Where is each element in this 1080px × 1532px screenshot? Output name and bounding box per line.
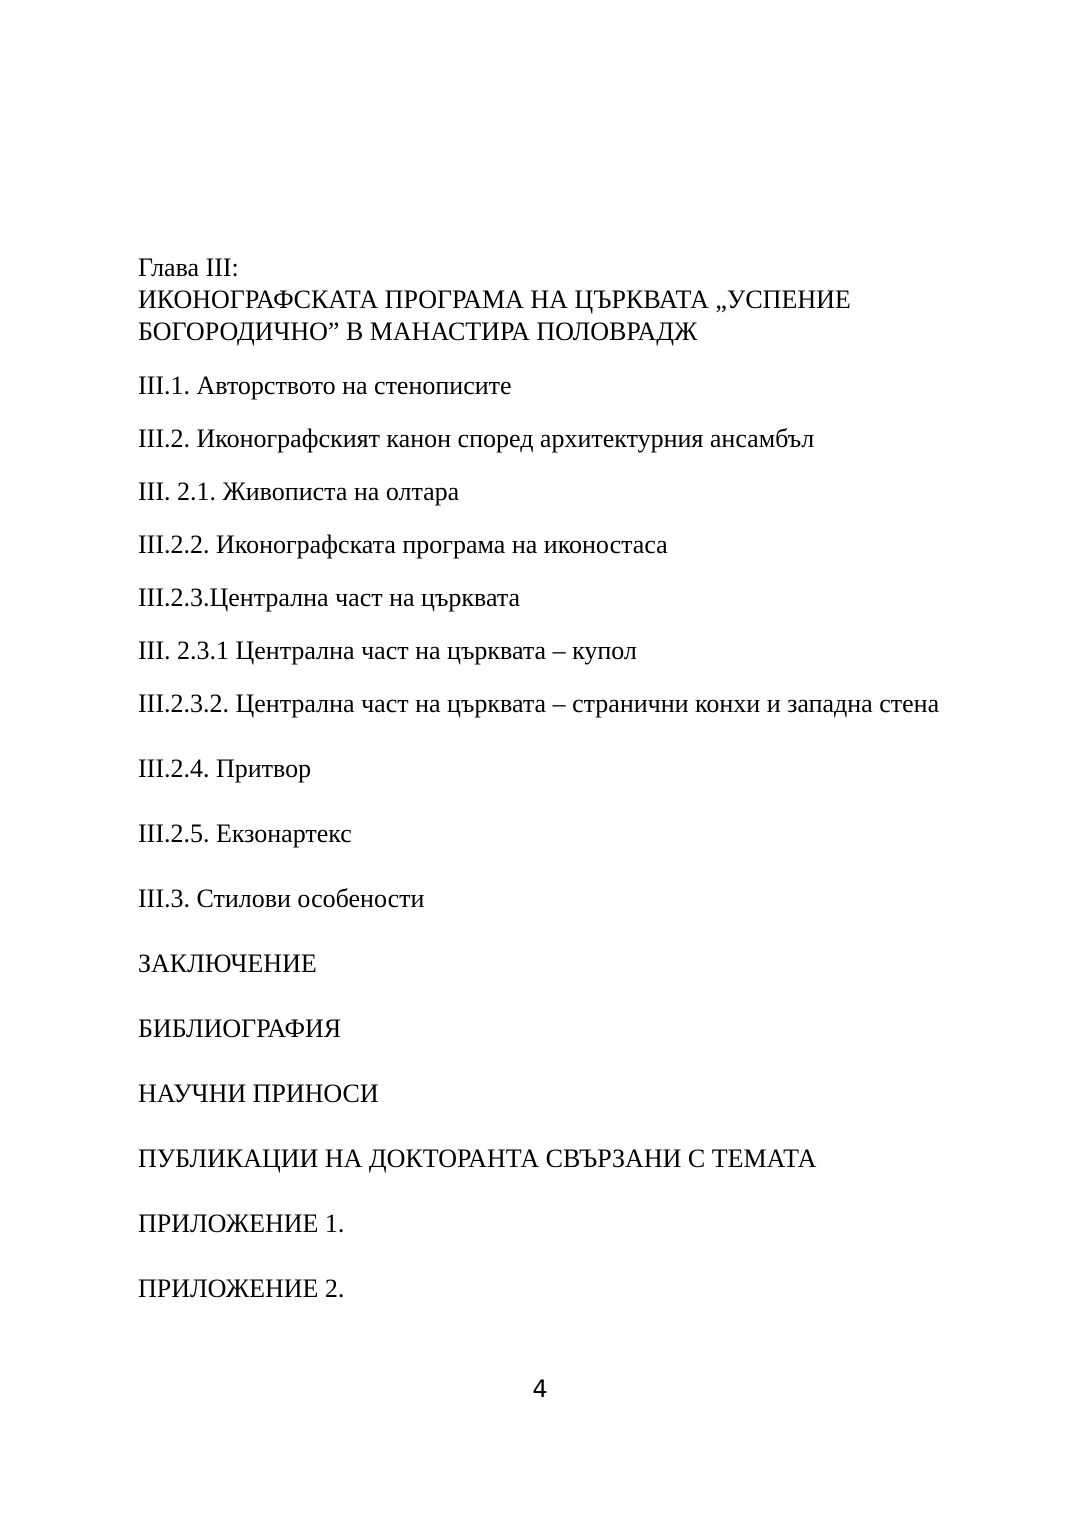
toc-entry: III.2. Иконографският канон според архитектурния ансамбъл <box>138 424 815 453</box>
toc-entry: ЗАКЛЮЧЕНИЕ <box>138 949 317 978</box>
toc-entry: III.3. Стилови особености <box>138 884 425 913</box>
toc-entry: III.2.4. Притвор <box>138 754 312 783</box>
table-of-contents <box>138 252 968 1305</box>
toc-entry: III. 2.3.1 Централна част на църквата – купол <box>138 636 637 665</box>
chapter-label: Глава III: <box>138 253 239 282</box>
toc-entry: ПРИЛОЖЕНИЕ 2. <box>138 1274 345 1303</box>
toc-entry: III.2.3.Централна част на църквата <box>138 583 521 612</box>
toc-entry: III.2.3.2. Централна част на църквата – странични конхи и западна стена <box>138 689 940 718</box>
toc-entry: НАУЧНИ ПРИНОСИ <box>138 1079 379 1108</box>
page-number: 4 <box>532 1375 548 1403</box>
toc-entry: III. 2.1. Живописта на олтара <box>138 477 460 506</box>
chapter-title: ИКОНОГРАФСКАТА ПРОГРАМА НА ЦЪРКВАТА „УСПЕНИЕ БОГОРОДИЧНО” В МАНАСТИРА ПОЛОВРАДЖ <box>138 285 851 346</box>
toc-entry: ПРИЛОЖЕНИЕ 1. <box>138 1209 345 1238</box>
toc-entry: БИБЛИОГРАФИЯ <box>138 1014 342 1043</box>
toc-entry: III.1. Авторството на стенописите <box>138 371 512 400</box>
toc-entry: ПУБЛИКАЦИИ НА ДОКТОРАНТА СВЪРЗАНИ С ТЕМАТА <box>138 1144 817 1173</box>
toc-entry: III.2.2. Иконографската програма на иконостаса <box>138 530 668 559</box>
toc-entry: III.2.5. Екзонартекс <box>138 819 352 848</box>
